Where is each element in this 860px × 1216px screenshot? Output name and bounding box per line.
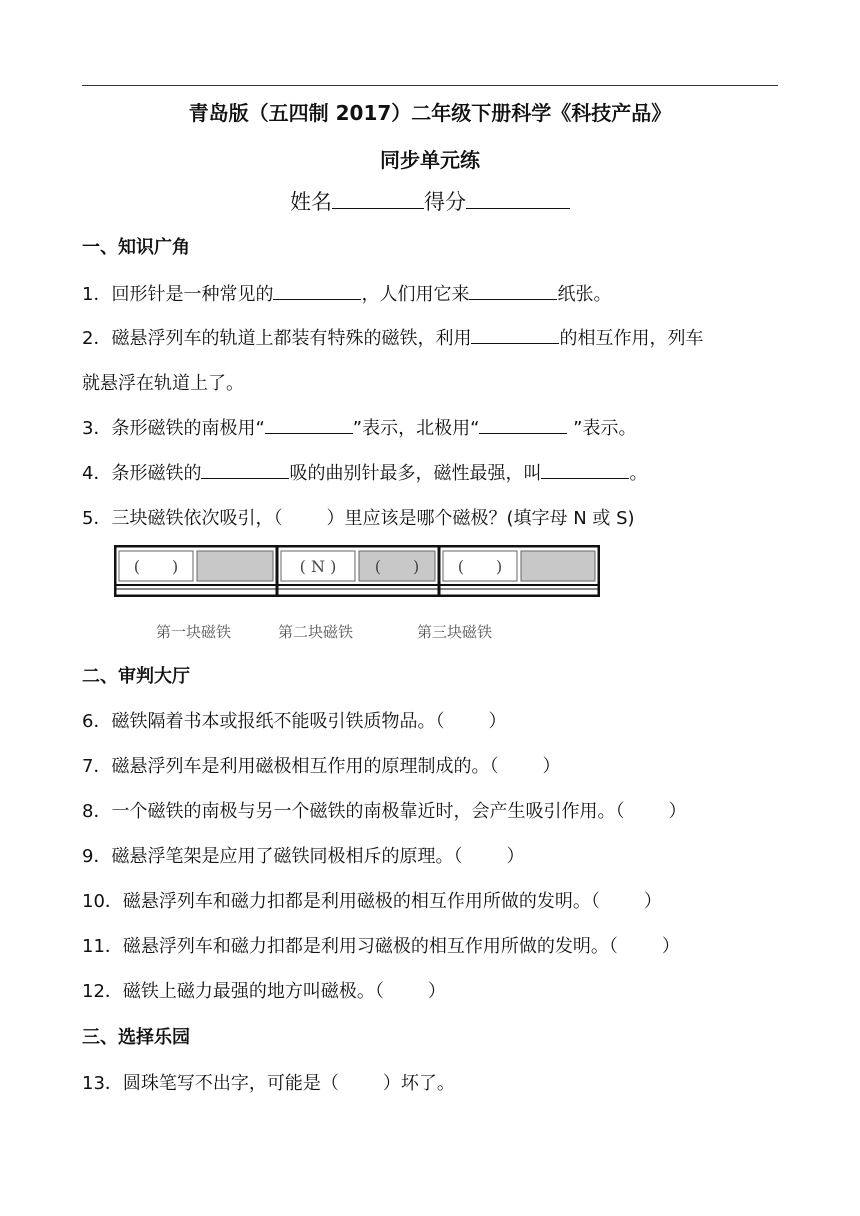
magnet3-left-label[interactable]: ( ) bbox=[457, 557, 503, 576]
question-text: 。 bbox=[629, 463, 648, 484]
question-text: 磁铁上磁力最强的地方叫磁极。（ bbox=[122, 981, 384, 1002]
question-3 bbox=[82, 414, 636, 440]
question-number: 11． bbox=[82, 936, 123, 957]
question-text: ） bbox=[661, 936, 680, 957]
question-2 bbox=[82, 324, 703, 350]
question-text: ”表示。 bbox=[567, 418, 637, 439]
question-text: ） bbox=[506, 846, 525, 867]
name-blank[interactable] bbox=[332, 188, 424, 209]
question-text: ，人们用它来 bbox=[361, 284, 470, 305]
question-11 bbox=[82, 932, 680, 958]
question-13 bbox=[82, 1069, 455, 1095]
question-12 bbox=[82, 977, 446, 1003]
score-blank[interactable] bbox=[466, 188, 570, 209]
question-text: 吸的曲别针最多，磁性最强，叫 bbox=[289, 463, 542, 484]
question-text: ） bbox=[668, 801, 687, 822]
question-text: 磁悬浮列车和磁力扣都是利用磁极的相互作用所做的发明。（ bbox=[122, 891, 600, 912]
question-1 bbox=[82, 280, 611, 306]
answer-blank[interactable] bbox=[273, 281, 361, 300]
answer-blank[interactable] bbox=[265, 415, 353, 434]
name-score-line bbox=[0, 186, 860, 216]
answer-blank[interactable] bbox=[469, 281, 557, 300]
question-text: 圆珠笔写不出字，可能是（ bbox=[122, 1073, 339, 1094]
section-heading: 三、选择乐园 bbox=[82, 1027, 190, 1048]
question-number: 10． bbox=[82, 891, 123, 912]
score-label: 得分 bbox=[424, 190, 466, 214]
question-number: 1． bbox=[82, 284, 112, 305]
question-number: 13． bbox=[82, 1073, 123, 1094]
question-text: ） bbox=[427, 981, 446, 1002]
question-number: 8． bbox=[82, 801, 112, 822]
question-text: 磁铁隔着书本或报纸不能吸引铁质物品。（ bbox=[111, 711, 445, 732]
question-9 bbox=[82, 842, 524, 868]
top-rule bbox=[82, 85, 778, 86]
question-7 bbox=[82, 752, 560, 778]
magnet-diagram bbox=[114, 545, 600, 597]
question-text: 纸张。 bbox=[557, 284, 612, 305]
answer-blank[interactable] bbox=[541, 460, 629, 479]
question-text: ）里应该是哪个磁极？(填字母 N 或 S) bbox=[326, 508, 635, 529]
question-text: 磁悬浮笔架是应用了磁铁同极相斥的原理。（ bbox=[111, 846, 463, 867]
question-text: ） bbox=[542, 756, 561, 777]
question-text: 三块磁铁依次吸引，（ bbox=[111, 508, 283, 529]
question-text: ”表示，北极用“ bbox=[352, 418, 480, 439]
question-text: 回形针是一种常见的 bbox=[111, 284, 274, 305]
magnet2-left-label: ( N ) bbox=[299, 557, 337, 576]
question-text: ） bbox=[643, 891, 662, 912]
question-number: 12． bbox=[82, 981, 123, 1002]
question-number: 5． bbox=[82, 508, 112, 529]
question-number: 2． bbox=[82, 328, 112, 349]
magnet1-right-pole bbox=[197, 551, 273, 581]
question-text: 磁悬浮列车和磁力扣都是利用习磁极的相互作用所做的发明。（ bbox=[122, 936, 618, 957]
question-number: 4． bbox=[82, 463, 112, 484]
question-2-continued: 就悬浮在轨道上了。 bbox=[82, 373, 244, 394]
question-text: 一个磁铁的南极与另一个磁铁的南极靠近时，会产生吸引作用。（ bbox=[111, 801, 625, 822]
question-10 bbox=[82, 887, 662, 913]
question-number: 3． bbox=[82, 418, 112, 439]
question-text: ） bbox=[488, 711, 507, 732]
magnet-caption-3: 第三块磁铁 bbox=[417, 623, 493, 641]
question-text: ）坏了。 bbox=[382, 1073, 455, 1094]
question-6 bbox=[82, 707, 506, 733]
question-text: 的相互作用，列车 bbox=[559, 328, 704, 349]
question-5 bbox=[82, 504, 635, 530]
question-text: 磁悬浮列车是利用磁极相互作用的原理制成的。（ bbox=[111, 756, 499, 777]
answer-blank[interactable] bbox=[479, 415, 567, 434]
question-text: 条形磁铁的 bbox=[111, 463, 202, 484]
question-number: 6． bbox=[82, 711, 112, 732]
question-number: 9． bbox=[82, 846, 112, 867]
question-8 bbox=[82, 797, 686, 823]
magnet1-left-label[interactable]: ( ) bbox=[133, 557, 179, 576]
section-heading: 一、知识广角 bbox=[82, 237, 190, 258]
answer-blank[interactable] bbox=[471, 325, 559, 344]
question-text: 磁悬浮列车的轨道上都装有特殊的磁铁，利用 bbox=[111, 328, 472, 349]
name-label: 姓名 bbox=[290, 190, 332, 214]
magnet2-right-label[interactable]: ( ) bbox=[374, 557, 420, 576]
answer-blank[interactable] bbox=[201, 460, 289, 479]
page-title: 青岛版（五四制 2017）二年级下册科学《科技产品》 bbox=[188, 101, 672, 125]
magnet3-right-pole bbox=[521, 551, 595, 581]
page-subtitle: 同步单元练 bbox=[380, 148, 480, 172]
question-4 bbox=[82, 459, 647, 485]
magnet-caption-2: 第二块磁铁 bbox=[278, 623, 354, 641]
magnet-caption-1: 第一块磁铁 bbox=[156, 623, 232, 641]
question-number: 7． bbox=[82, 756, 112, 777]
question-text: 条形磁铁的南极用“ bbox=[111, 418, 265, 439]
section-heading: 二、审判大厅 bbox=[82, 666, 190, 687]
